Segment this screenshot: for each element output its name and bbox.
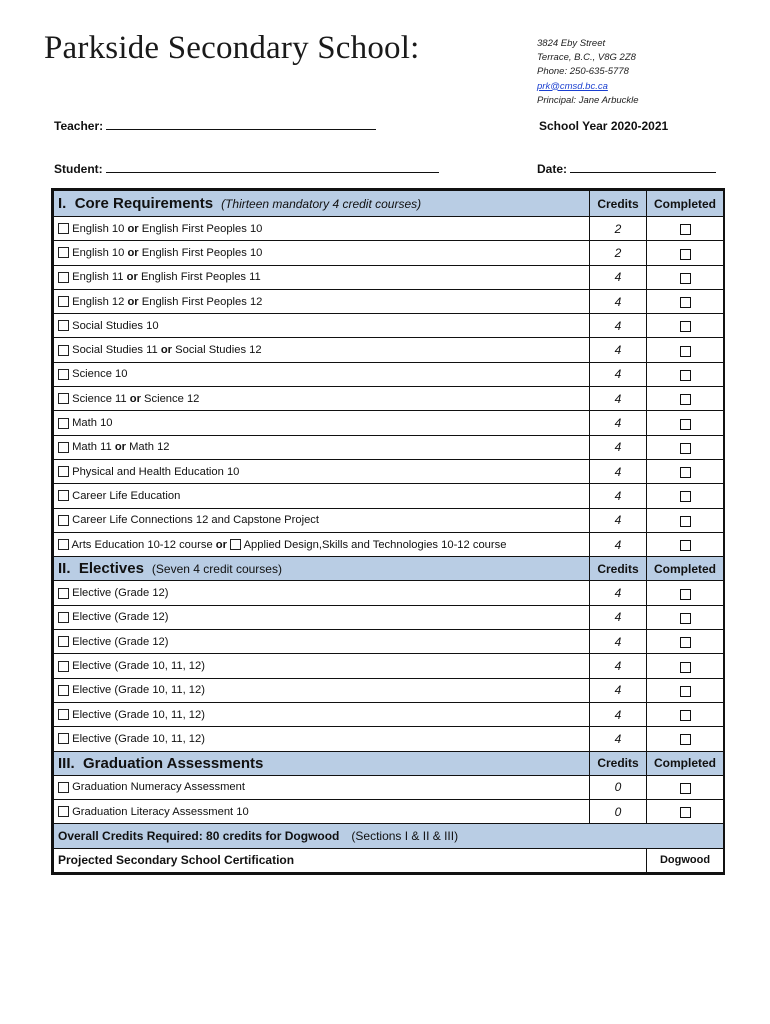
course-cell: [54, 241, 590, 265]
credits-value: 4: [590, 411, 647, 435]
date-line: [537, 162, 716, 176]
electives-section-subtitle: (Seven 4 credit courses): [151, 562, 282, 577]
completed-checkbox[interactable]: [680, 516, 691, 527]
completed-checkbox[interactable]: [680, 370, 691, 381]
course-row: [54, 387, 724, 411]
completed-checkbox[interactable]: [680, 394, 691, 405]
credits-value: 4: [590, 605, 647, 629]
core-section-title: I. Core Requirements: [58, 195, 214, 212]
student-label: Student:: [54, 162, 103, 176]
course-name: Career Life Education: [72, 489, 181, 502]
course-cell: [54, 702, 590, 726]
or-connector: or: [127, 222, 139, 235]
school-email-link[interactable]: prk@cmsd.bc.ca: [537, 80, 608, 92]
credits-header: Credits: [590, 751, 647, 775]
completed-checkbox[interactable]: [680, 491, 691, 502]
completed-checkbox[interactable]: [680, 249, 691, 260]
course-name: Elective (Grade 10, 11, 12): [72, 732, 205, 745]
course-checkbox[interactable]: [58, 612, 69, 623]
course-cell: [54, 630, 590, 654]
credits-value: 4: [590, 678, 647, 702]
assessments-header-row: [54, 751, 724, 775]
course-row: [54, 338, 724, 362]
credits-value: 4: [590, 362, 647, 386]
completed-checkbox[interactable]: [680, 443, 691, 454]
course-cell: [54, 800, 590, 824]
course-cell: [54, 605, 590, 629]
completed-cell: [647, 338, 724, 362]
course-cell: [54, 508, 590, 532]
completed-checkbox[interactable]: [680, 467, 691, 478]
completed-cell: [647, 605, 724, 629]
course-alt-name: Math 12: [129, 441, 170, 454]
course-cell: [54, 362, 590, 386]
course-checkbox[interactable]: [58, 442, 69, 453]
course-checkbox[interactable]: [58, 636, 69, 647]
assessments-header-cell: [54, 751, 590, 775]
course-cell: [54, 387, 590, 411]
course-name: Physical and Health Education 10: [72, 465, 240, 478]
completed-cell: [647, 314, 724, 338]
course-alt-name: Science 12: [144, 392, 200, 405]
or-connector: or: [160, 344, 173, 357]
course-alt-name: English First Peoples 10: [141, 246, 263, 259]
course-cell: [54, 411, 590, 435]
credits-value: 4: [590, 727, 647, 751]
completed-checkbox[interactable]: [680, 807, 691, 818]
course-row: [54, 362, 724, 386]
or-connector: or: [127, 246, 139, 259]
course-row: [54, 508, 724, 532]
course-name: Elective (Grade 10, 11, 12): [72, 659, 205, 672]
completed-cell: [647, 411, 724, 435]
completed-checkbox[interactable]: [680, 710, 691, 721]
course-name: English 12: [72, 295, 125, 308]
school-address-block: [537, 37, 639, 108]
course-checkbox[interactable]: [58, 369, 69, 380]
completed-cell: [647, 289, 724, 313]
completed-checkbox[interactable]: [680, 540, 691, 551]
course-checkbox[interactable]: [58, 733, 69, 744]
assessment-row: [54, 800, 724, 824]
credits-value: 0: [590, 800, 647, 824]
completed-header: Completed: [647, 557, 724, 581]
course-checkbox[interactable]: [58, 539, 69, 550]
course-checkbox[interactable]: [58, 345, 69, 356]
course-row: [54, 265, 724, 289]
credits-value: 4: [590, 581, 647, 605]
section-title-text: Graduation Assessments: [83, 754, 264, 772]
completed-header: Completed: [647, 191, 724, 217]
course-row: [54, 411, 724, 435]
completed-checkbox[interactable]: [680, 419, 691, 430]
course-name: Elective (Grade 10, 11, 12): [72, 684, 205, 697]
course-checkbox[interactable]: [58, 320, 69, 331]
credits-value: 4: [590, 702, 647, 726]
credits-value: 4: [590, 508, 647, 532]
completed-checkbox[interactable]: [680, 589, 691, 600]
electives-header-row: [54, 557, 724, 581]
course-cell: [54, 484, 590, 508]
elective-row: [54, 727, 724, 751]
overall-credits-note: (Sections I & II & III): [351, 829, 459, 844]
course-name: Elective (Grade 12): [72, 611, 169, 624]
completed-cell: [647, 775, 724, 799]
course-checkbox[interactable]: [58, 393, 69, 404]
credits-value: 4: [590, 532, 647, 556]
course-name: Science 11: [72, 392, 127, 405]
completed-checkbox[interactable]: [680, 224, 691, 235]
credits-value: 4: [590, 289, 647, 313]
course-row: [54, 435, 724, 459]
assessments-section-title: [58, 755, 263, 772]
course-checkbox[interactable]: [58, 466, 69, 477]
credits-header: Credits: [590, 191, 647, 217]
course-checkbox[interactable]: [58, 806, 69, 817]
credits-value: 4: [590, 484, 647, 508]
or-connector: or: [129, 392, 141, 405]
credits-value: 4: [590, 630, 647, 654]
course-checkbox[interactable]: [58, 588, 69, 599]
course-name: Social Studies 11: [72, 344, 158, 357]
credits-value: 4: [590, 387, 647, 411]
credits-value: 4: [590, 338, 647, 362]
course-cell: [54, 727, 590, 751]
credits-value: 4: [590, 459, 647, 483]
completed-cell: [647, 702, 724, 726]
course-cell: [54, 289, 590, 313]
completed-cell: [647, 727, 724, 751]
completed-checkbox[interactable]: [680, 321, 691, 332]
course-row: [54, 459, 724, 483]
elective-row: [54, 654, 724, 678]
completed-cell: [647, 581, 724, 605]
course-checkbox[interactable]: [58, 661, 69, 672]
course-name: Elective (Grade 10, 11, 12): [72, 708, 205, 721]
elective-row: [54, 702, 724, 726]
principal-name: Principal: Jane Arbuckle: [537, 94, 639, 106]
course-name: Graduation Numeracy Assessment: [72, 781, 245, 794]
course-cell: [54, 314, 590, 338]
overall-credits-label: Overall Credits Required: 80 credits for Dogwood: [58, 829, 340, 844]
course-name: Math 11: [72, 441, 112, 454]
address-city: Terrace, B.C., V8G 2Z8: [537, 52, 636, 64]
elective-row: [54, 581, 724, 605]
credits-value: 4: [590, 265, 647, 289]
course-row: [54, 241, 724, 265]
credits-value: 4: [590, 654, 647, 678]
course-row-arts: [54, 532, 724, 556]
course-checkbox[interactable]: [58, 247, 69, 258]
completed-cell: [647, 484, 724, 508]
course-checkbox[interactable]: [58, 490, 69, 501]
address-street: 3824 Eby Street: [537, 38, 606, 49]
completed-cell: [647, 800, 724, 824]
completed-cell: [647, 265, 724, 289]
or-connector: or: [127, 295, 139, 308]
course-name: Career Life Connections 12 and Capstone Project: [72, 514, 320, 527]
or-connector: or: [126, 271, 138, 284]
course-row: [54, 484, 724, 508]
completed-checkbox[interactable]: [680, 662, 691, 673]
section-number: III.: [58, 754, 75, 772]
credits-value: 0: [590, 775, 647, 799]
course-cell: [54, 581, 590, 605]
course-alt-checkbox[interactable]: [230, 539, 241, 550]
course-alt-name: Applied Design,Skills and Technologies 10-12 course: [243, 538, 507, 551]
completed-checkbox[interactable]: [680, 783, 691, 794]
date-field[interactable]: [570, 162, 716, 173]
course-name: Social Studies 10: [72, 319, 159, 332]
completed-cell: [647, 241, 724, 265]
or-connector: or: [215, 538, 227, 551]
course-cell: [54, 678, 590, 702]
course-alt-name: English First Peoples 11: [140, 271, 261, 284]
date-label: Date:: [537, 162, 568, 176]
course-checkbox[interactable]: [58, 685, 69, 696]
course-cell: [54, 654, 590, 678]
completed-checkbox[interactable]: [680, 613, 691, 624]
completed-cell: [647, 459, 724, 483]
completed-checkbox[interactable]: [680, 297, 691, 308]
completed-cell: [647, 508, 724, 532]
teacher-line: [54, 119, 376, 133]
certification-value: Dogwood: [647, 848, 724, 872]
course-cell: [54, 435, 590, 459]
course-cell: [54, 459, 590, 483]
completed-cell: [647, 630, 724, 654]
credits-value: 2: [590, 217, 647, 241]
course-row: [54, 289, 724, 313]
completed-cell: [647, 654, 724, 678]
course-cell: [54, 338, 590, 362]
credits-value: 4: [590, 314, 647, 338]
address-phone: Phone: 250-635-5778: [537, 66, 629, 78]
course-checkbox[interactable]: [58, 709, 69, 720]
certification-label: Projected Secondary School Certification: [54, 848, 647, 872]
completed-cell: [647, 532, 724, 556]
school-name: Parkside Secondary School:: [44, 30, 420, 66]
completed-cell: [647, 387, 724, 411]
course-cell: [54, 532, 590, 556]
course-row: [54, 217, 724, 241]
completed-cell: [647, 435, 724, 459]
credits-header: Credits: [590, 557, 647, 581]
course-alt-name: English First Peoples 12: [141, 295, 263, 308]
elective-row: [54, 678, 724, 702]
course-name: Elective (Grade 12): [72, 635, 169, 648]
course-cell: [54, 265, 590, 289]
course-name: Math 10: [72, 417, 113, 430]
credits-value: 2: [590, 241, 647, 265]
completed-cell: [647, 678, 724, 702]
course-row: [54, 314, 724, 338]
course-name: Graduation Literacy Assessment 10: [72, 805, 249, 818]
completed-cell: [647, 362, 724, 386]
course-alt-name: English First Peoples 10: [141, 222, 263, 235]
course-cell: [54, 217, 590, 241]
section-title-text: Electives: [78, 560, 144, 578]
school-year: School Year 2020-2021: [539, 119, 669, 133]
completed-cell: [647, 217, 724, 241]
elective-row: [54, 605, 724, 629]
graduation-checklist: [51, 188, 725, 875]
course-name: English 11: [72, 271, 124, 284]
course-checkbox[interactable]: [58, 296, 69, 307]
course-name: English 10: [72, 246, 125, 259]
completed-checkbox[interactable]: [680, 637, 691, 648]
course-checkbox[interactable]: [58, 223, 69, 234]
course-checkbox[interactable]: [58, 782, 69, 793]
course-name: Arts Education 10-12 course: [71, 538, 213, 551]
certification-row: [54, 848, 724, 872]
course-name: English 10: [72, 222, 125, 235]
completed-checkbox[interactable]: [680, 686, 691, 697]
assessment-row: [54, 775, 724, 799]
completed-checkbox[interactable]: [680, 273, 691, 284]
or-connector: or: [114, 441, 126, 454]
course-name: Elective (Grade 12): [72, 587, 169, 600]
elective-row: [54, 630, 724, 654]
overall-credits-cell: [54, 824, 724, 848]
student-field[interactable]: [106, 162, 439, 173]
teacher-field[interactable]: [106, 119, 376, 130]
section-number: II.: [58, 560, 71, 578]
credits-value: 4: [590, 435, 647, 459]
course-checkbox[interactable]: [58, 515, 69, 526]
core-header-row: [54, 191, 724, 217]
electives-header-cell: [54, 557, 590, 581]
overall-credits-row: [54, 824, 724, 848]
completed-header: Completed: [647, 751, 724, 775]
course-name: Science 10: [72, 368, 128, 381]
course-checkbox[interactable]: [58, 418, 69, 429]
course-alt-name: Social Studies 12: [175, 344, 262, 357]
completed-checkbox[interactable]: [680, 734, 691, 745]
electives-section-title: [58, 560, 144, 577]
completed-checkbox[interactable]: [680, 346, 691, 357]
course-checkbox[interactable]: [58, 272, 69, 283]
course-cell: [54, 775, 590, 799]
student-line: [54, 162, 439, 176]
teacher-label: Teacher:: [54, 119, 104, 133]
core-section-subtitle: (Thirteen mandatory 4 credit courses): [221, 197, 422, 211]
